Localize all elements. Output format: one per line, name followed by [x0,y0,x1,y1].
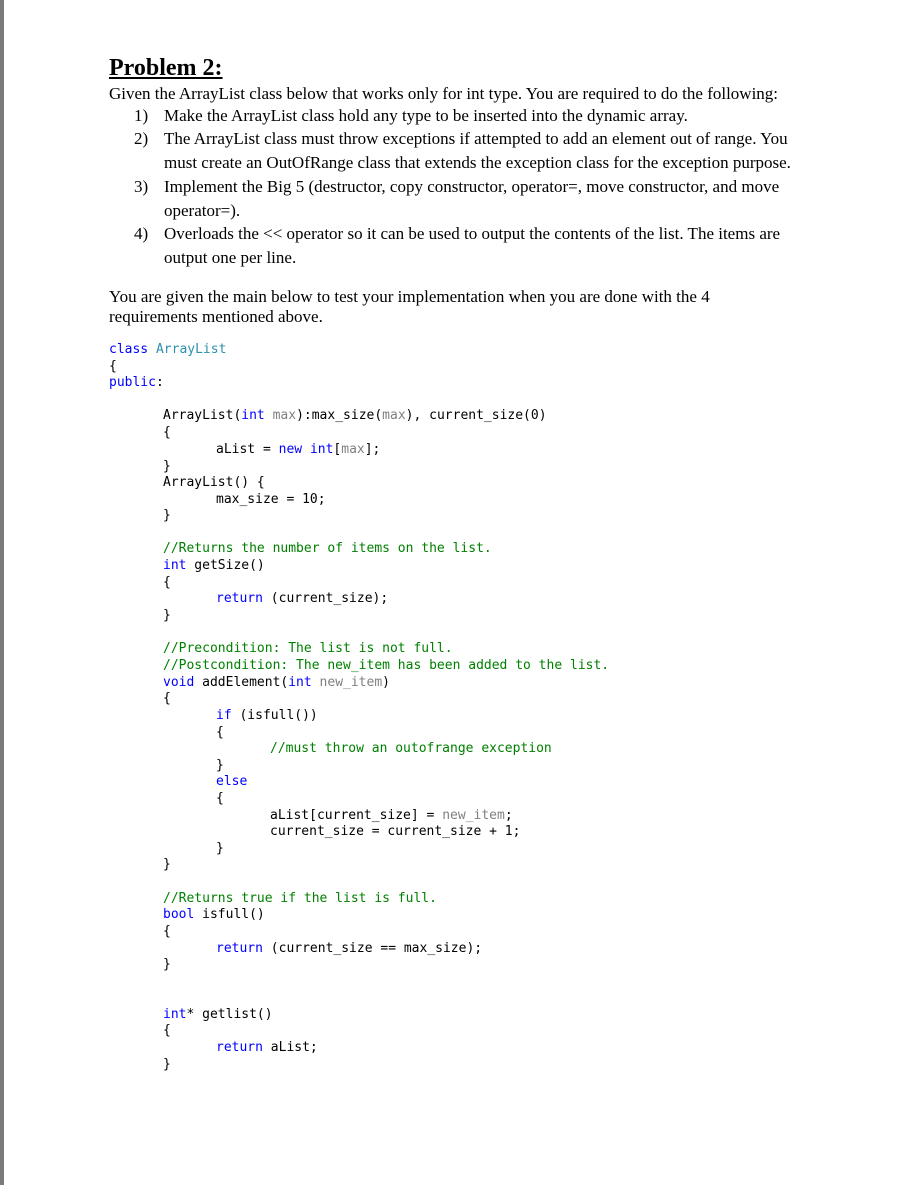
requirement-text: Implement the Big 5 (destructor, copy constructor, operator=, move constructor, and move [164,177,780,196]
code-keyword: return [216,1040,263,1055]
code-line: } [163,608,171,623]
code-line-getlist [163,1007,273,1024]
code-keyword: int [241,408,265,423]
code-line: { [163,691,171,706]
code-line: { [163,425,171,440]
code-keyword: int [163,1007,187,1022]
code-text: (current_size); [262,591,389,606]
code-keyword: return [216,941,263,956]
code-comment: //Returns the number of items on the list. [163,541,492,556]
code-line-return [216,591,388,608]
code-line-constructor [163,408,547,425]
code-comment: //Precondition: The list is not full. [163,641,453,656]
code-line: } [163,957,171,972]
code-line-alloc [216,442,380,459]
code-keyword: bool [163,907,195,922]
requirement-number: 2) [134,129,149,148]
code-comment: //Postcondition: The new_item has been added to the list. [163,658,610,673]
code-line: } [216,841,224,856]
code-line: max_size = 10; [216,492,326,507]
code-line: } [216,758,224,773]
code-keyword: if [216,708,232,723]
document-page [4,0,918,1185]
code-text: getSize() [186,558,265,573]
code-param: new_item [319,675,383,690]
code-text: (isfull()) [231,708,318,723]
requirement-text: operator=). [164,201,241,220]
code-comment: //Returns true if the list is full. [163,891,437,906]
code-text: ):max_size( [296,408,383,423]
code-line-isfull [163,907,265,924]
code-param: max [272,408,297,423]
problem-intro: Given the ArrayList class below that works only for int type. You are required to do the following: [109,84,779,103]
code-comment: //must throw an outofrange exception [270,741,552,756]
code-line-class [109,342,226,359]
code-text: ) [382,675,390,690]
code-keyword: void [163,675,195,690]
code-text: isfull() [194,907,265,922]
note-line-2: requirements mentioned above. [109,307,323,326]
code-line: { [163,575,171,590]
code-text: ]; [364,442,381,457]
code-text: : [155,375,164,390]
code-line: { [109,359,117,374]
code-line: } [163,508,171,523]
requirement-text: must create an OutOfRange class that extends the exception class for the exception purpose. [164,153,791,172]
code-line: current_size = current_size + 1; [270,824,521,839]
note-line-1: You are given the main below to test your implementation when you are done with the 4 [109,287,710,306]
code-line-addelement [163,675,390,692]
code-keyword: int [288,675,312,690]
requirement-text: The ArrayList class must throw exceptions if attempted to add an element out of range. You [164,129,788,148]
code-keyword: int [309,442,334,457]
requirement-number: 3) [134,177,149,196]
code-text: [ [333,442,342,457]
code-line: } [163,459,171,474]
code-text: ; [504,808,513,823]
code-text: * getlist() [186,1007,273,1022]
code-line: { [163,1023,171,1038]
code-line: } [163,857,171,872]
code-line-getsize [163,558,265,575]
code-line-public [109,375,164,392]
requirement-text: output one per line. [164,248,297,267]
requirement-text: Make the ArrayList class hold any type to be inserted into the dynamic array. [164,106,688,125]
code-text: aList; [262,1040,318,1055]
code-keyword: public [109,375,156,390]
code-keyword: return [216,591,263,606]
code-line: ArrayList() { [163,475,265,490]
code-text: aList[current_size] = [270,808,443,823]
code-text: aList = [216,442,279,457]
code-text: (current_size == max_size); [262,941,483,956]
code-text: addElement( [194,675,289,690]
code-keyword: int [163,558,187,573]
requirement-number: 1) [134,106,149,125]
code-param: new_item [442,808,505,823]
code-keyword: class [109,342,149,357]
code-line: } [163,1057,171,1072]
problem-title: Problem 2: [109,55,223,81]
code-line-return [216,941,482,958]
code-text: ), current_size(0) [405,408,547,423]
code-keyword: else [216,774,248,789]
code-line-return [216,1040,318,1057]
code-param: max [382,408,406,423]
code-text: ArrayList( [163,408,242,423]
code-line: { [216,725,224,740]
code-line: { [216,791,224,806]
code-keyword: new [278,442,303,457]
code-type: ArrayList [155,342,227,357]
code-line: { [163,924,171,939]
code-param: max [341,442,365,457]
requirement-number: 4) [134,224,149,243]
code-line-assign [270,808,513,825]
code-line-if [216,708,318,725]
requirement-text: Overloads the << operator so it can be used to output the contents of the list. The items are [164,224,781,243]
